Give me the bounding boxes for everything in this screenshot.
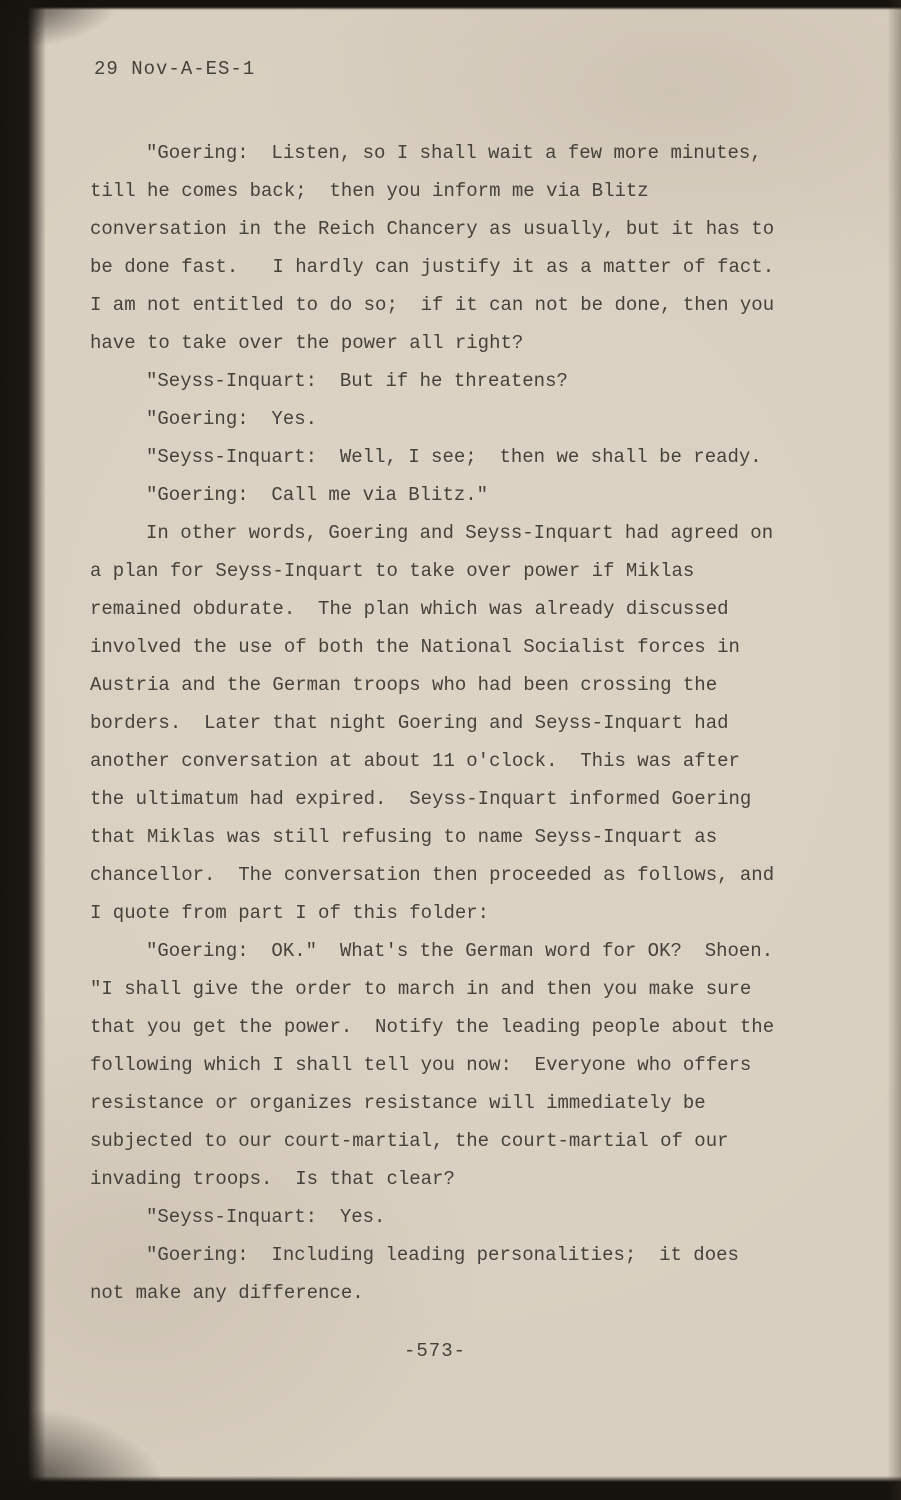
page-number: -573-	[403, 1340, 466, 1362]
scan-edge-left	[0, 0, 46, 1500]
paragraph-goering-5: "Goering: Including leading personalities; it does not make any difference.	[90, 1244, 751, 1304]
paragraph-goering-3: "Goering: Call me via Blitz."	[146, 484, 489, 506]
paragraph-narrative: In other words, Goering and Seyss-Inquart had agreed on a plan for Seyss-Inquart to take over power if Miklas remained obdurate. The plan which was already discussed involved the use of both the National Socialist forces in Austria and the German troops who had been crossing the borders. Later that night Goering and Seyss-Inquart had another conversation at about 11 o'clock. This was after the ultimatum had expired. Seyss-Inquart informed Goering that Miklas was still refusing to name Seyss-Inquart as chancellor. The conversation then proceeded as follows, and I quote from part I of this folder:	[90, 522, 786, 924]
paragraph-seyss-inquart-3: "Seyss-Inquart: Yes.	[146, 1206, 386, 1228]
document-header: 29 Nov-A-ES-1	[94, 58, 256, 80]
scan-corner-top-left	[0, 0, 120, 50]
scan-edge-top	[0, 0, 901, 10]
scan-corner-bottom-left	[0, 1410, 160, 1500]
paragraph-seyss-inquart-2: "Seyss-Inquart: Well, I see; then we shall be ready.	[146, 446, 762, 468]
paragraph-goering-1: "Goering: Listen, so I shall wait a few more minutes, till he comes back; then you inform me via Blitz conversation in the Reich Chancery as usually, but it has to be done fast. I hardly can justify it as a matter of fact. I am not entitled to do so; if it can not be done, then you have to take over the power all right?	[90, 142, 809, 354]
document-body	[90, 134, 809, 1312]
paragraph-goering-2: "Goering: Yes.	[146, 408, 318, 430]
scan-edge-right	[887, 0, 901, 1500]
paragraph-goering-4: "Goering: OK." What's the German word for OK? Shoen. "I shall give the order to march in and then you make sure that you get the power. Notify the leading people about the following which I shall tell you now: Everyone who offers resistance or organizes resistance will immediately be subjected to our court-martial, the court-martial of our invading troops. Is that clear?	[90, 940, 796, 1190]
paragraph-seyss-inquart-1: "Seyss-Inquart: But if he threatens?	[146, 370, 568, 392]
